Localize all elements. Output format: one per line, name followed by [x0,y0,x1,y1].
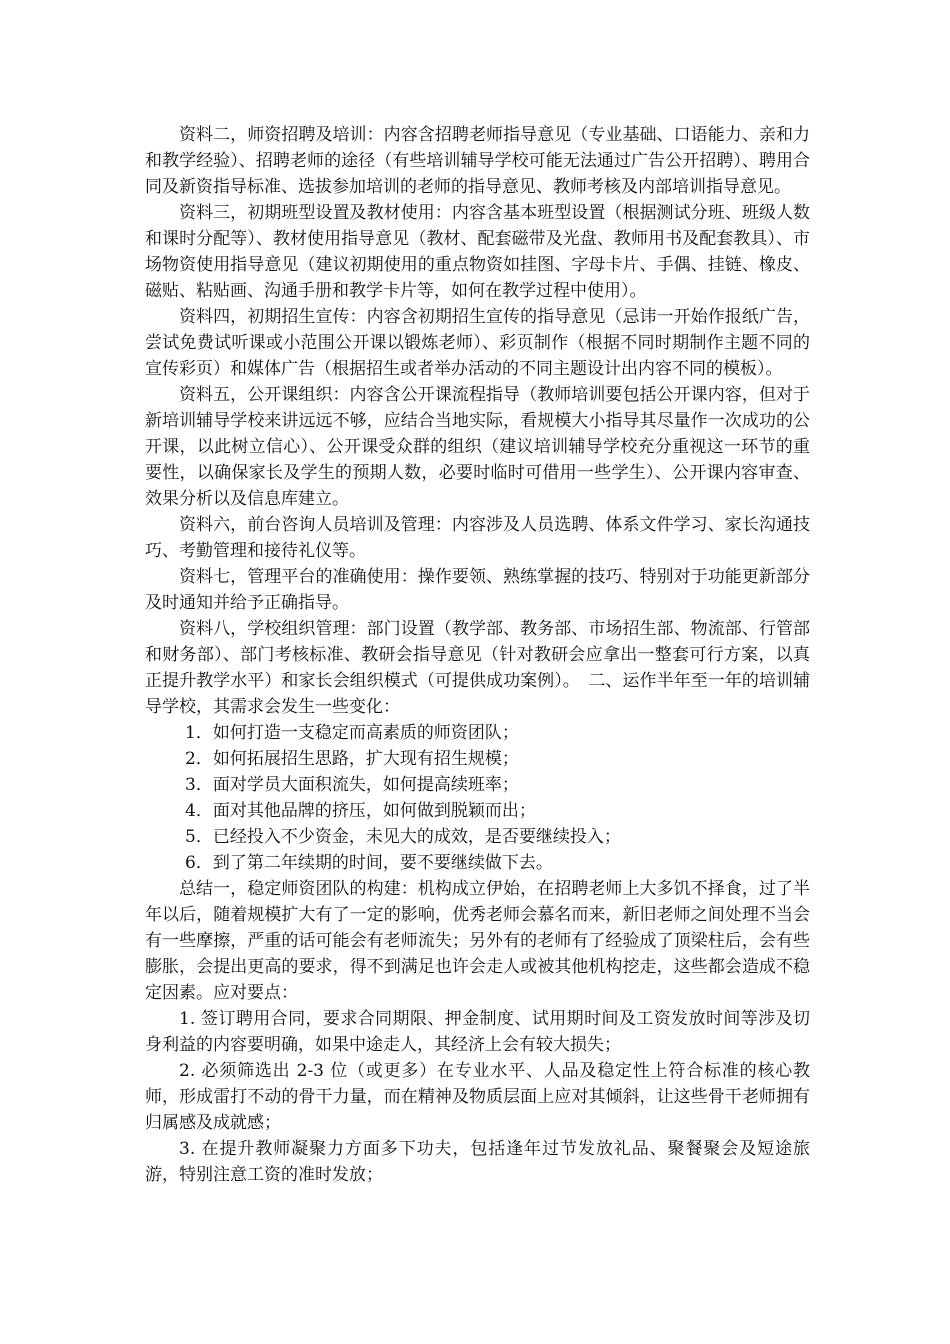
paragraph-material-4: 资料四，初期招生宣传：内容含初期招生宣传的指导意见（忌讳一开始作报纸广告，尝试免费试听课或小范围公开课以锻炼老师）、彩页制作（根据不同时期制作主题不同的宣传彩页）和媒体广告（根据招生或者举办活动的不同主题设计出内容不同的模板）。 [145,307,810,379]
list-item-text: 如何打造一支稳定而高素质的师资团队； [212,723,519,743]
list-item-text: 如何拓展招生思路，扩大现有招生规模； [212,749,519,769]
list-item [145,798,810,824]
paragraph-material-8: 资料八，学校组织管理：部门设置（教学部、教务部、市场招生部、物流部、行管部和财务部）、部门考核标准、教研会指导意见（针对教研会应拿出一整套可行方案，以真正提升教学水平）和家长会组织模式（可提供成功案例）。 二、运作半年至一年的培训辅导学校，其需求会发生一些变化： [145,619,810,717]
list-item [145,772,810,798]
list-item [145,720,810,746]
list-item-text: 面对学员大面积流失，如何提高续班率； [212,775,519,795]
needs-list [145,720,810,876]
list-item-number: 5． [185,827,213,847]
paragraph-material-5: 资料五，公开课组织：内容含公开课流程指导（教师培训要包括公开课内容，但对于新培训辅导学校来讲远远不够，应结合当地实际，看规模大小指导其尽量作一次成功的公开课，以此树立信心）、公开课受众群的组织（建议培训辅导学校充分重视这一环节的重要性，以确保家长及学生的预期人数，必要时临时可借用一些学生）、公开课内容审查、效果分析以及信息库建立。 [145,385,810,509]
point-paragraph: 3. 在提升教师凝聚力方面多下功夫，包括逢年过节发放礼品、聚餐聚会及短途旅游，特别注意工资的准时发放； [145,1139,810,1185]
list-item-number: 6． [185,853,213,873]
list-item-number: 1． [185,723,213,743]
paragraph-material-3: 资料三，初期班型设置及教材使用：内容含基本班型设置（根据测试分班、班级人数和课时分配等）、教材使用指导意见（教材、配套磁带及光盘、教师用书及配套教具）、市场物资使用指导意见（建议初期使用的重点物资如挂图、字母卡片、手偶、挂链、橡皮、磁贴、粘贴画、沟通手册和教学卡片等，如何在教学过程中使用）。 [145,203,810,301]
list-item [145,746,810,772]
point-paragraph: 1. 签订聘用合同，要求合同期限、押金制度、试用期时间及工资发放时间等涉及切身利益的内容要明确，如果中途走人，其经济上会有较大损失； [145,1009,810,1055]
document-page [145,122,810,1188]
list-item [145,850,810,876]
summary-paragraph: 总结一，稳定师资团队的构建：机构成立伊始，在招聘老师上大多饥不择食，过了半年以后，随着规模扩大有了一定的影响，优秀老师会慕名而来，新旧老师之间处理不当会有一些摩擦，严重的话可能会有老师流失；另外有的老师有了经验成了顶梁柱后，会有些膨胀，会提出更高的要求，得不到满足也许会走人或被其他机构挖走，这些都会造成不稳定因素。应对要点： [145,879,810,1003]
list-item-number: 3． [185,775,213,795]
list-item [145,824,810,850]
paragraph-material-2: 资料二，师资招聘及培训：内容含招聘老师指导意见（专业基础、口语能力、亲和力和教学经验）、招聘老师的途径（有些培训辅导学校可能无法通过广告公开招聘）、聘用合同及新资指导标准、选拔参加培训的老师的指导意见、教师考核及内部培训指导意见。 [145,125,810,197]
list-item-number: 4． [185,801,213,821]
list-item-text: 已经投入不少资金，未见大的成效，是否要继续投入； [212,827,621,847]
list-item-text: 面对其他品牌的挤压，如何做到脱颖而出； [212,801,536,821]
point-paragraph: 2. 必须筛选出 2-3 位（或更多）在专业水平、人品及稳定性上符合标准的核心教师，形成雷打不动的骨干力量，而在精神及物质层面上应对其倾斜，让这些骨干老师拥有归属感及成就感； [145,1061,810,1133]
list-item-number: 2． [185,749,213,769]
paragraph-material-7: 资料七，管理平台的准确使用：操作要领、熟练掌握的技巧、特别对于功能更新部分及时通知并给予正确指导。 [145,567,810,613]
list-item-text: 到了第二年续期的时间，要不要继续做下去。 [212,853,553,873]
paragraph-material-6: 资料六，前台咨询人员培训及管理：内容涉及人员选聘、体系文件学习、家长沟通技巧、考勤管理和接待礼仪等。 [145,515,810,561]
